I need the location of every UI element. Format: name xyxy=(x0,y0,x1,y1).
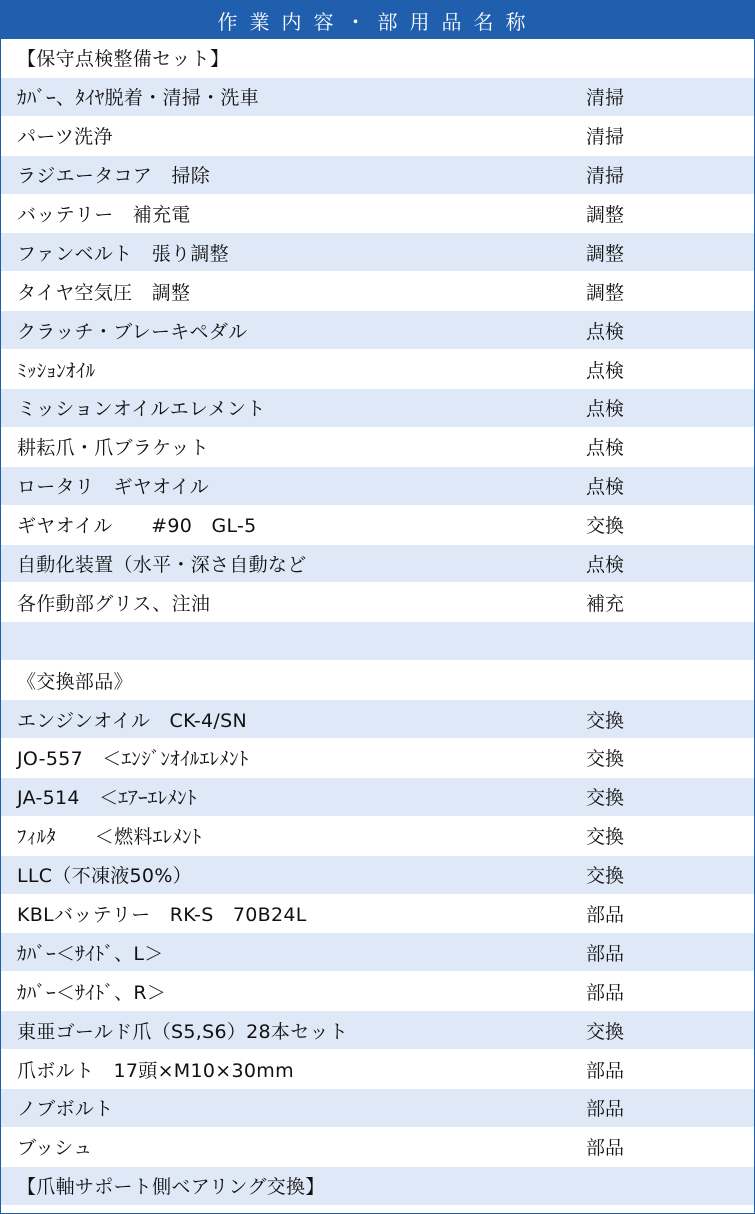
row-action: 点検 xyxy=(586,476,625,499)
row-action: 点検 xyxy=(586,320,625,343)
row-item-name: ラジエータコア 掃除 xyxy=(17,165,211,188)
table-row xyxy=(1,622,754,661)
table-row xyxy=(1,117,754,156)
row-item-name: ｶﾊﾞｰ＜ｻｲﾄﾞ、R＞ xyxy=(17,981,167,1004)
table-row xyxy=(1,1128,754,1167)
row-action: 交換 xyxy=(586,709,625,732)
row-action: 交換 xyxy=(586,826,625,849)
row-item-name: タイヤ空気圧 調整 xyxy=(17,281,191,304)
row-action: 清掃 xyxy=(586,165,625,188)
table-row xyxy=(1,545,754,584)
table-row xyxy=(1,195,754,234)
row-item-name: KBLバッテリー RK-S 70B24L xyxy=(17,904,307,927)
row-item-name: ミッションオイルエレメント xyxy=(17,398,266,421)
row-item-name: ｶﾊﾞｰ、ﾀｲﾔ脱着・清掃・洗車 xyxy=(17,87,260,110)
row-action: 交換 xyxy=(586,748,625,771)
row-action: 部品 xyxy=(586,904,625,927)
work-item-list xyxy=(1,39,754,1206)
row-item-name: 《交換部品》 xyxy=(17,670,133,693)
row-item-name: ノブボルト xyxy=(17,1098,114,1121)
table-row xyxy=(1,506,754,545)
table-row xyxy=(1,856,754,895)
table-row xyxy=(1,428,754,467)
row-item-name: ロータリ ギヤオイル xyxy=(17,476,210,499)
table-row xyxy=(1,467,754,506)
row-action: 点検 xyxy=(586,437,625,460)
row-item-name: 東亜ゴールド爪（S5,S6）28本セット xyxy=(17,1020,349,1043)
row-item-name: 【保守点検整備セット】 xyxy=(17,48,230,71)
table-row xyxy=(1,1167,754,1206)
row-action: 点検 xyxy=(586,554,625,577)
table-row xyxy=(1,583,754,622)
row-action: 調整 xyxy=(586,204,625,226)
table-row xyxy=(1,39,754,78)
row-action: 部品 xyxy=(586,1098,625,1121)
row-action: 部品 xyxy=(586,981,625,1004)
row-item-name: パーツ洗浄 xyxy=(17,126,113,149)
table-row xyxy=(1,233,754,272)
row-action: 部品 xyxy=(586,1137,625,1160)
row-item-name: JA-514 ＜ｴｱｰｴﾚﾒﾝﾄ xyxy=(17,787,197,810)
row-item-name: ﾐｯｼｮﾝｵｲﾙ xyxy=(17,359,96,382)
table-row xyxy=(1,1011,754,1050)
table-row xyxy=(1,78,754,117)
row-item-name: 各作動部グリス、注油 xyxy=(17,592,211,615)
row-action: 補充 xyxy=(586,592,625,615)
table-row xyxy=(1,778,754,817)
table-row xyxy=(1,1089,754,1128)
row-item-name: ファンベルト 張り調整 xyxy=(17,242,229,265)
table-row xyxy=(1,311,754,350)
table-row xyxy=(1,350,754,389)
table-row xyxy=(1,933,754,972)
row-item-name: ギヤオイル #90 GL-5 xyxy=(17,515,257,538)
table-row xyxy=(1,661,754,700)
row-item-name: ﾌｨﾙﾀ ＜燃料ｴﾚﾒﾝﾄ xyxy=(17,826,202,849)
row-item-name: 自動化装置（水平・深さ自動など xyxy=(17,554,307,577)
row-action: 部品 xyxy=(586,1059,625,1082)
row-action: 点検 xyxy=(586,398,625,421)
table-row xyxy=(1,972,754,1011)
row-item-name: クラッチ・ブレーキペダル xyxy=(17,320,248,343)
table-row xyxy=(1,895,754,934)
table-row xyxy=(1,700,754,739)
row-action: 清掃 xyxy=(586,126,625,149)
row-item-name: 耕耘爪・爪ブラケット xyxy=(17,437,210,460)
sheet-header xyxy=(1,1,754,39)
table-row xyxy=(1,156,754,195)
row-item-name: ｶﾊﾞｰ＜ｻｲﾄﾞ、L＞ xyxy=(17,942,164,965)
row-action: 交換 xyxy=(586,1020,625,1043)
row-action: 点検 xyxy=(586,359,625,382)
header-title: 作業内容・部用品名称 xyxy=(217,9,538,34)
row-item-name: JO-557 ＜ｴﾝｼﾞﾝｵｲﾙｴﾚﾒﾝﾄ xyxy=(17,748,249,771)
row-action: 清掃 xyxy=(586,87,625,110)
row-action: 交換 xyxy=(586,865,625,888)
table-row xyxy=(1,272,754,311)
table-row xyxy=(1,1050,754,1089)
row-item-name: ブッシュ xyxy=(17,1137,93,1160)
row-item-name: バッテリー 補充電 xyxy=(17,204,191,226)
row-item-name: LLC（不凍液50%） xyxy=(17,865,192,888)
row-action: 交換 xyxy=(586,787,625,810)
row-action: 調整 xyxy=(586,242,625,265)
table-row xyxy=(1,739,754,778)
table-row xyxy=(1,817,754,856)
row-item-name: 【爪軸サポート側ベアリング交換】 xyxy=(17,1176,325,1199)
table-row xyxy=(1,389,754,428)
row-action: 交換 xyxy=(586,515,625,538)
row-item-name: エンジンオイル CK-4/SN xyxy=(17,709,247,732)
row-item-name: 爪ボルト 17頭×M10×30mm xyxy=(17,1059,294,1082)
row-action: 調整 xyxy=(586,281,625,304)
row-action: 部品 xyxy=(586,942,625,965)
